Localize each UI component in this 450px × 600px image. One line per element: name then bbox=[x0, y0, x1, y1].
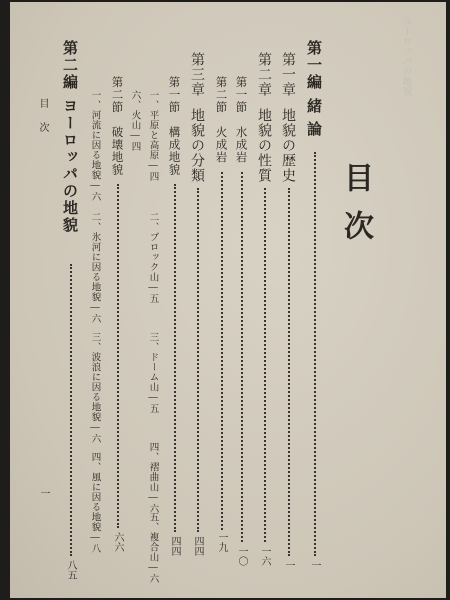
running-header: 目次 bbox=[37, 98, 48, 146]
ch2-sec2-page: 一九 bbox=[216, 532, 227, 552]
sub-item: 一、平原と高原―四 bbox=[147, 90, 159, 182]
ch3-page: 四四 bbox=[192, 536, 203, 556]
ch2-leader bbox=[264, 188, 266, 542]
sub-item: 四、褶曲山―六 bbox=[147, 442, 159, 514]
part1-page: 一 bbox=[309, 560, 320, 570]
ch3-sec2-title: 破壊地貌 bbox=[110, 126, 125, 176]
ch3-sec1-page: 四四 bbox=[169, 536, 180, 556]
sub-item: 五、複合山―六 bbox=[147, 512, 159, 584]
ch2-sec2-title: 火成岩 bbox=[214, 126, 229, 164]
ch2-label: 第二章 bbox=[256, 52, 272, 97]
sub-item: 二、ブロック山―五 bbox=[147, 212, 159, 304]
ch2-sec1-label: 第一節 bbox=[234, 76, 249, 114]
ch2-sec2-leader bbox=[221, 172, 223, 530]
ch2-page: 一六 bbox=[259, 546, 270, 566]
part2-title: ヨーロッパの地貌 bbox=[61, 98, 79, 234]
page-title: 目次 bbox=[338, 162, 373, 258]
footer-page-number: 一 bbox=[38, 488, 49, 498]
ch2-sec1-leader bbox=[241, 172, 243, 542]
sub-item: 三、波浪に因る地貌―六 bbox=[89, 332, 101, 444]
part1-title: 緒論 bbox=[305, 98, 323, 144]
sub-item: 四、風に因る地貌―八 bbox=[89, 452, 101, 554]
sub-item: 三、ドーム山―五 bbox=[147, 332, 159, 414]
ch1-title: 地貌の歴史 bbox=[280, 108, 296, 183]
part1-leader bbox=[314, 152, 316, 556]
ch2-sec1-title: 水成岩 bbox=[234, 126, 249, 164]
ch3-title: 地貌の分類 bbox=[189, 108, 205, 183]
ch3-sec2-leader bbox=[117, 184, 119, 528]
book-page bbox=[10, 2, 446, 598]
ch3-leader bbox=[197, 188, 199, 532]
sub-item: 一、河流に因る地貌―六 bbox=[89, 90, 101, 202]
ch3-sec1-label: 第一節 bbox=[167, 76, 182, 114]
ch3-sec2-page: 六六 bbox=[112, 532, 123, 552]
part2-page: 八五 bbox=[65, 560, 76, 580]
ch3-label: 第三章 bbox=[189, 52, 205, 97]
ch3-sec1-title: 構成地貌 bbox=[167, 126, 182, 176]
part2-leader bbox=[70, 264, 72, 556]
ch1-page: 一 bbox=[283, 560, 294, 570]
part1-label: 第一編 bbox=[305, 40, 323, 91]
ch2-sec1-page: 一〇 bbox=[236, 546, 247, 566]
ch3-sec1-leader bbox=[174, 184, 176, 532]
ch2-sec2-label: 第二節 bbox=[214, 76, 229, 114]
ch1-label: 第一章 bbox=[280, 52, 296, 97]
ch2-title: 地貌の性質 bbox=[256, 108, 272, 183]
ch3-sec2-label: 第二節 bbox=[110, 76, 125, 114]
ch1-leader bbox=[288, 188, 290, 556]
bleed-through-text: ヨーロッパの地貌 bbox=[400, 16, 411, 96]
part2-label: 第二編 bbox=[61, 40, 79, 91]
sub-item: 二、氷河に因る地貌―六 bbox=[89, 212, 101, 324]
sub-item: 六、火山―四 bbox=[129, 90, 141, 152]
